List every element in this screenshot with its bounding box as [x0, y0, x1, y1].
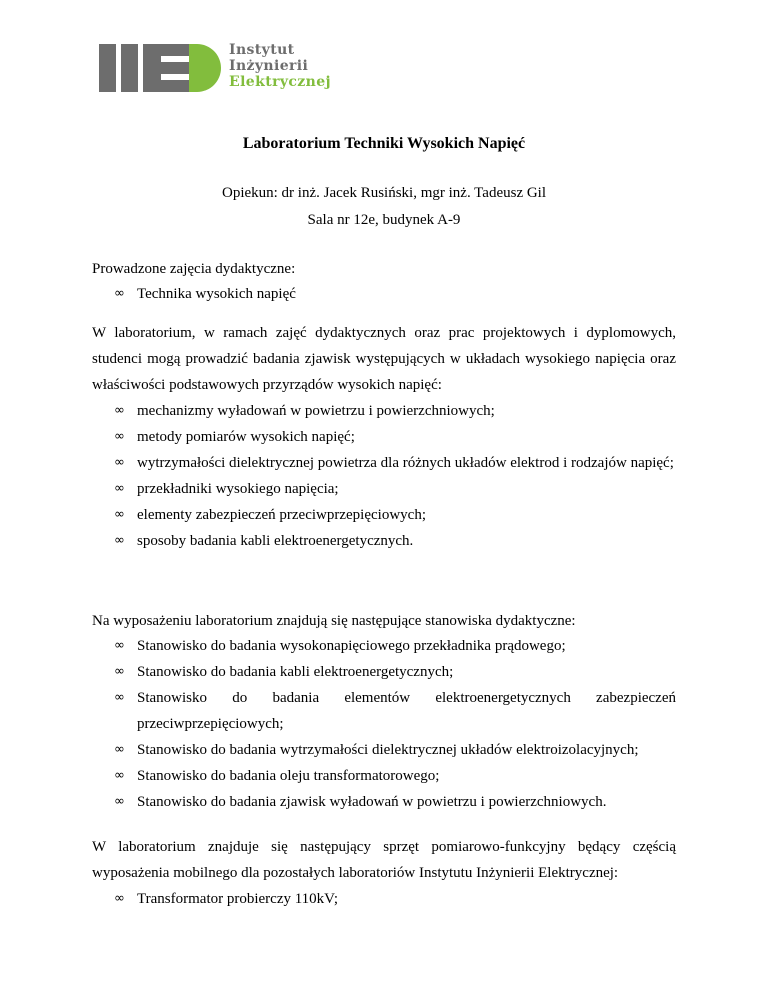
list-item: ∞ mechanizmy wyładowań w powietrzu i powierzchniowych; — [92, 398, 676, 424]
logo-line-3: Elektrycznej — [229, 74, 332, 90]
research-list — [92, 398, 676, 554]
bullet-icon: ∞ — [114, 768, 125, 783]
stations-heading: Na wyposażeniu laboratorium znajdują się następujące stanowiska dydaktyczne: — [92, 613, 576, 629]
logo-line-2: Inżynierii — [229, 58, 309, 74]
list-item: ∞ Stanowisko do badania elementów elektroenergetycznych zabezpieczeń przeciwprzepięciowych; — [92, 685, 676, 737]
bullet-icon: ∞ — [114, 794, 125, 809]
bullet-icon: ∞ — [114, 481, 125, 496]
room-location: Sala nr 12e, budynek A-9 — [307, 212, 461, 228]
bullet-icon: ∞ — [114, 507, 125, 522]
list-item: ∞ Stanowisko do badania zjawisk wyładowań w powietrzu i powierzchniowych. — [92, 789, 676, 815]
list-item: ∞ Technika wysokich napięć — [92, 281, 676, 307]
bullet-icon: ∞ — [114, 455, 125, 470]
list-item: ∞ Transformator probierczy 110kV; — [92, 886, 676, 912]
list-item: ∞ Stanowisko do badania kabli elektroenergetycznych; — [92, 659, 676, 685]
institute-logo — [99, 42, 332, 94]
equipment-intro: W laboratorium znajduje się następujący sprzęt pomiarowo-funkcyjny będący częścią wyposażenia mobilnego dla pozostałych laboratoriów Instytutu Inżynierii Elektrycznej: — [92, 839, 676, 881]
list-item: ∞ przekładniki wysokiego napięcia; — [92, 476, 676, 502]
bullet-icon: ∞ — [114, 742, 125, 757]
list-item: ∞ sposoby badania kabli elektroenergetycznych. — [92, 528, 676, 554]
stations-list — [92, 633, 676, 815]
logo-line-1: Instytut — [229, 42, 295, 58]
classes-heading: Prowadzone zajęcia dydaktyczne: — [92, 261, 296, 277]
supervisors: Opiekun: dr inż. Jacek Rusiński, mgr inż. Tadeusz Gil — [221, 185, 547, 201]
list-item: ∞ Stanowisko do badania wysokonapięciowego przekładnika prądowego; — [92, 633, 676, 659]
bullet-icon: ∞ — [114, 891, 125, 906]
iied-logo-mark — [99, 42, 221, 94]
bullet-icon: ∞ — [114, 664, 125, 679]
logo-text — [229, 42, 331, 90]
bullet-icon: ∞ — [114, 429, 125, 444]
list-item: ∞ elementy zabezpieczeń przeciwprzepięciowych; — [92, 502, 676, 528]
list-item: ∞ wytrzymałości dielektrycznej powietrza dla różnych układów elektrod i rodzajów napięć; — [92, 450, 676, 476]
bullet-icon: ∞ — [114, 533, 125, 548]
list-item: ∞ metody pomiarów wysokich napięć; — [92, 424, 676, 450]
list-item: ∞ Stanowisko do badania wytrzymałości dielektrycznej układów elektroizolacyjnych; — [92, 737, 676, 763]
bullet-icon: ∞ — [114, 690, 125, 705]
equipment-list — [92, 886, 676, 912]
classes-list — [92, 281, 676, 307]
bullet-icon: ∞ — [114, 638, 125, 653]
research-intro: W laboratorium, w ramach zajęć dydaktycznych oraz prac projektowych i dyplomowych, studenci mogą prowadzić badania zjawisk występujących w układach wysokiego napięcia oraz właściwości podstawowych przyrządów wysokich napięć: — [92, 325, 676, 393]
list-item: ∞ Stanowisko do badania oleju transformatorowego; — [92, 763, 676, 789]
bullet-icon: ∞ — [114, 403, 125, 418]
page-title: Laboratorium Techniki Wysokich Napięć — [242, 135, 526, 152]
bullet-icon: ∞ — [114, 286, 125, 301]
